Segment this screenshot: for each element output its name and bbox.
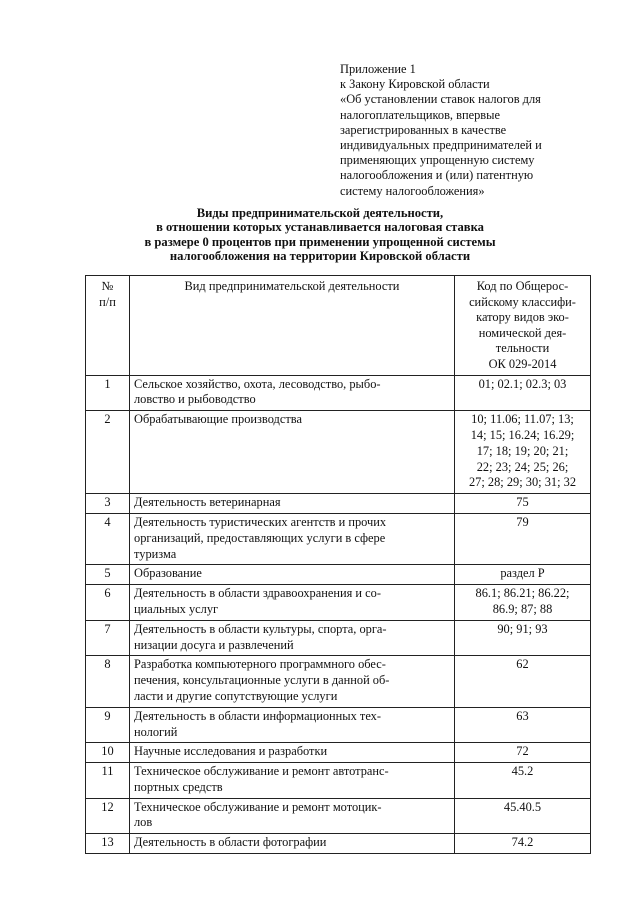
- row-num: 6: [86, 585, 130, 621]
- row-activity: [130, 494, 455, 514]
- appendix-note: [340, 62, 615, 199]
- activity-line: Техническое обслуживание и ремонт автотранс-: [134, 764, 389, 779]
- activity-line: ласти и другие сопутствующие услуги: [134, 688, 338, 703]
- header-code: [455, 276, 591, 376]
- row-num: 2: [86, 411, 130, 494]
- row-activity: [130, 411, 455, 494]
- activity-line: Сельское хозяйство, охота, лесоводство, рыбо-: [134, 376, 381, 391]
- activity-line: лов: [134, 815, 153, 830]
- row-num: 3: [86, 494, 130, 514]
- row-num: 7: [86, 620, 130, 656]
- row-code: [455, 620, 591, 656]
- appendix-line: налогоплательщиков, впервые: [340, 107, 500, 122]
- code-line: 72: [516, 744, 529, 759]
- activity-line: Обрабатывающие производства: [134, 412, 302, 427]
- row-num: 13: [86, 834, 130, 854]
- row-num: 12: [86, 798, 130, 834]
- code-line: 14; 15; 16.24; 16.29;: [470, 427, 575, 442]
- code-line: 10; 11.06; 11.07; 13;: [471, 412, 574, 427]
- row-num: 1: [86, 375, 130, 411]
- row-code: [455, 375, 591, 411]
- table-row: [86, 834, 591, 854]
- title-line: Виды предпринимательской деятельности,: [196, 206, 444, 220]
- row-activity: [130, 585, 455, 621]
- title-line: налогообложения на территории Кировской области: [169, 249, 471, 264]
- code-line: 90; 91; 93: [497, 621, 548, 636]
- appendix-line: систему налогообложения»: [340, 183, 485, 198]
- activity-line: печения, консультационные услуги в данной об-: [134, 673, 390, 688]
- activity-line: ловство и рыбоводство: [134, 392, 256, 407]
- activity-line: Деятельность в области информационных тех-: [134, 708, 381, 723]
- header-code-line: Код по Общерос-: [476, 279, 569, 293]
- row-activity: [130, 763, 455, 799]
- activity-line: нологий: [134, 724, 178, 739]
- activity-line: Образование: [134, 566, 202, 581]
- activity-line: Деятельность в области культуры, спорта, орга-: [134, 621, 387, 636]
- code-line: 17; 18; 19; 20; 21;: [476, 443, 569, 458]
- activities-table: [85, 275, 591, 854]
- appendix-line: Приложение 1: [340, 62, 416, 76]
- row-code: [455, 565, 591, 585]
- table-row: [86, 513, 591, 564]
- table-row: [86, 585, 591, 621]
- appendix-line: применяющих упрощенную систему: [340, 153, 535, 168]
- code-line: 86.9; 87; 88: [492, 601, 553, 616]
- activity-line: портных средств: [134, 779, 223, 794]
- header-code-line: ОК 029-2014: [488, 356, 557, 371]
- code-line: 86.1; 86.21; 86.22;: [475, 586, 570, 601]
- code-line: 63: [516, 708, 529, 723]
- row-code: [455, 834, 591, 854]
- activity-line: Техническое обслуживание и ремонт мотоцик-: [134, 799, 382, 814]
- row-activity: [130, 620, 455, 656]
- row-code: [455, 411, 591, 494]
- header-num-line: №: [101, 279, 114, 293]
- row-num: 8: [86, 656, 130, 707]
- activity-line: Разработка компьютерного программного обес-: [134, 657, 386, 672]
- code-line: 22; 23; 24; 25; 26;: [476, 459, 569, 474]
- code-line: 01; 02.1; 02.3; 03: [478, 376, 567, 391]
- row-activity: [130, 834, 455, 854]
- row-activity: [130, 743, 455, 763]
- row-code: [455, 513, 591, 564]
- table-row: [86, 798, 591, 834]
- table-body: [86, 375, 591, 854]
- code-line: 45.40.5: [503, 799, 542, 814]
- row-activity: [130, 513, 455, 564]
- title-line: в отношении которых устанавливается налоговая ставка: [156, 220, 484, 235]
- code-line: раздел P: [500, 566, 545, 581]
- activity-line: низации досуга и развлечений: [134, 637, 294, 652]
- row-code: [455, 656, 591, 707]
- activity-line: Деятельность туристических агентств и прочих: [134, 514, 387, 529]
- header-code-line: номической дея-: [478, 325, 567, 340]
- code-line: 45.2: [511, 764, 534, 779]
- header-num-line: п/п: [99, 294, 116, 309]
- header-num: [86, 276, 130, 376]
- code-line: 75: [516, 495, 529, 510]
- activity-line: организаций, предоставляющих услуги в сфере: [134, 530, 386, 545]
- table-row: [86, 565, 591, 585]
- row-activity: [130, 565, 455, 585]
- row-code: [455, 763, 591, 799]
- activity-line: Деятельность ветеринарная: [134, 495, 281, 510]
- header-code-line: сийскому классифи-: [469, 294, 576, 309]
- activity-line: Деятельность в области фотографии: [134, 835, 327, 850]
- table-row: [86, 620, 591, 656]
- row-code: [455, 798, 591, 834]
- row-num: 4: [86, 513, 130, 564]
- table-row: [86, 375, 591, 411]
- row-num: 9: [86, 707, 130, 743]
- table-row: [86, 656, 591, 707]
- appendix-line: «Об установлении ставок налогов для: [340, 92, 541, 107]
- title-line: в размере 0 процентов при применении упрощенной системы: [144, 234, 496, 249]
- table-row: [86, 743, 591, 763]
- appendix-line: индивидуальных предпринимателей и: [340, 138, 542, 153]
- appendix-line: зарегистрированных в качестве: [340, 122, 507, 137]
- header-code-line: катору видов эко-: [476, 310, 569, 325]
- row-code: [455, 585, 591, 621]
- row-code: [455, 494, 591, 514]
- table-row: [86, 494, 591, 514]
- row-activity: [130, 798, 455, 834]
- activity-line: циальных услуг: [134, 601, 219, 616]
- code-line: 74.2: [511, 835, 534, 850]
- code-line: 62: [516, 657, 529, 672]
- table-row: [86, 411, 591, 494]
- activity-line: туризма: [134, 546, 177, 561]
- appendix-line: к Закону Кировской области: [340, 77, 490, 92]
- row-activity: [130, 375, 455, 411]
- document-title: [0, 206, 640, 264]
- activity-line: Научные исследования и разработки: [134, 744, 328, 759]
- appendix-line: налогообложения и (или) патентную: [340, 168, 534, 183]
- row-code: [455, 707, 591, 743]
- header-activity: Вид предпринимательской деятельности: [130, 276, 455, 376]
- code-line: 27; 28; 29; 30; 31; 32: [468, 475, 577, 490]
- activity-line: Деятельность в области здравоохранения и со-: [134, 586, 381, 601]
- table-header-row: [86, 276, 591, 376]
- header-code-line: тельности: [495, 341, 550, 356]
- code-line: 79: [516, 514, 529, 529]
- table-row: [86, 763, 591, 799]
- row-code: [455, 743, 591, 763]
- row-num: 5: [86, 565, 130, 585]
- row-activity: [130, 707, 455, 743]
- table-row: [86, 707, 591, 743]
- row-num: 10: [86, 743, 130, 763]
- row-num: 11: [86, 763, 130, 799]
- row-activity: [130, 656, 455, 707]
